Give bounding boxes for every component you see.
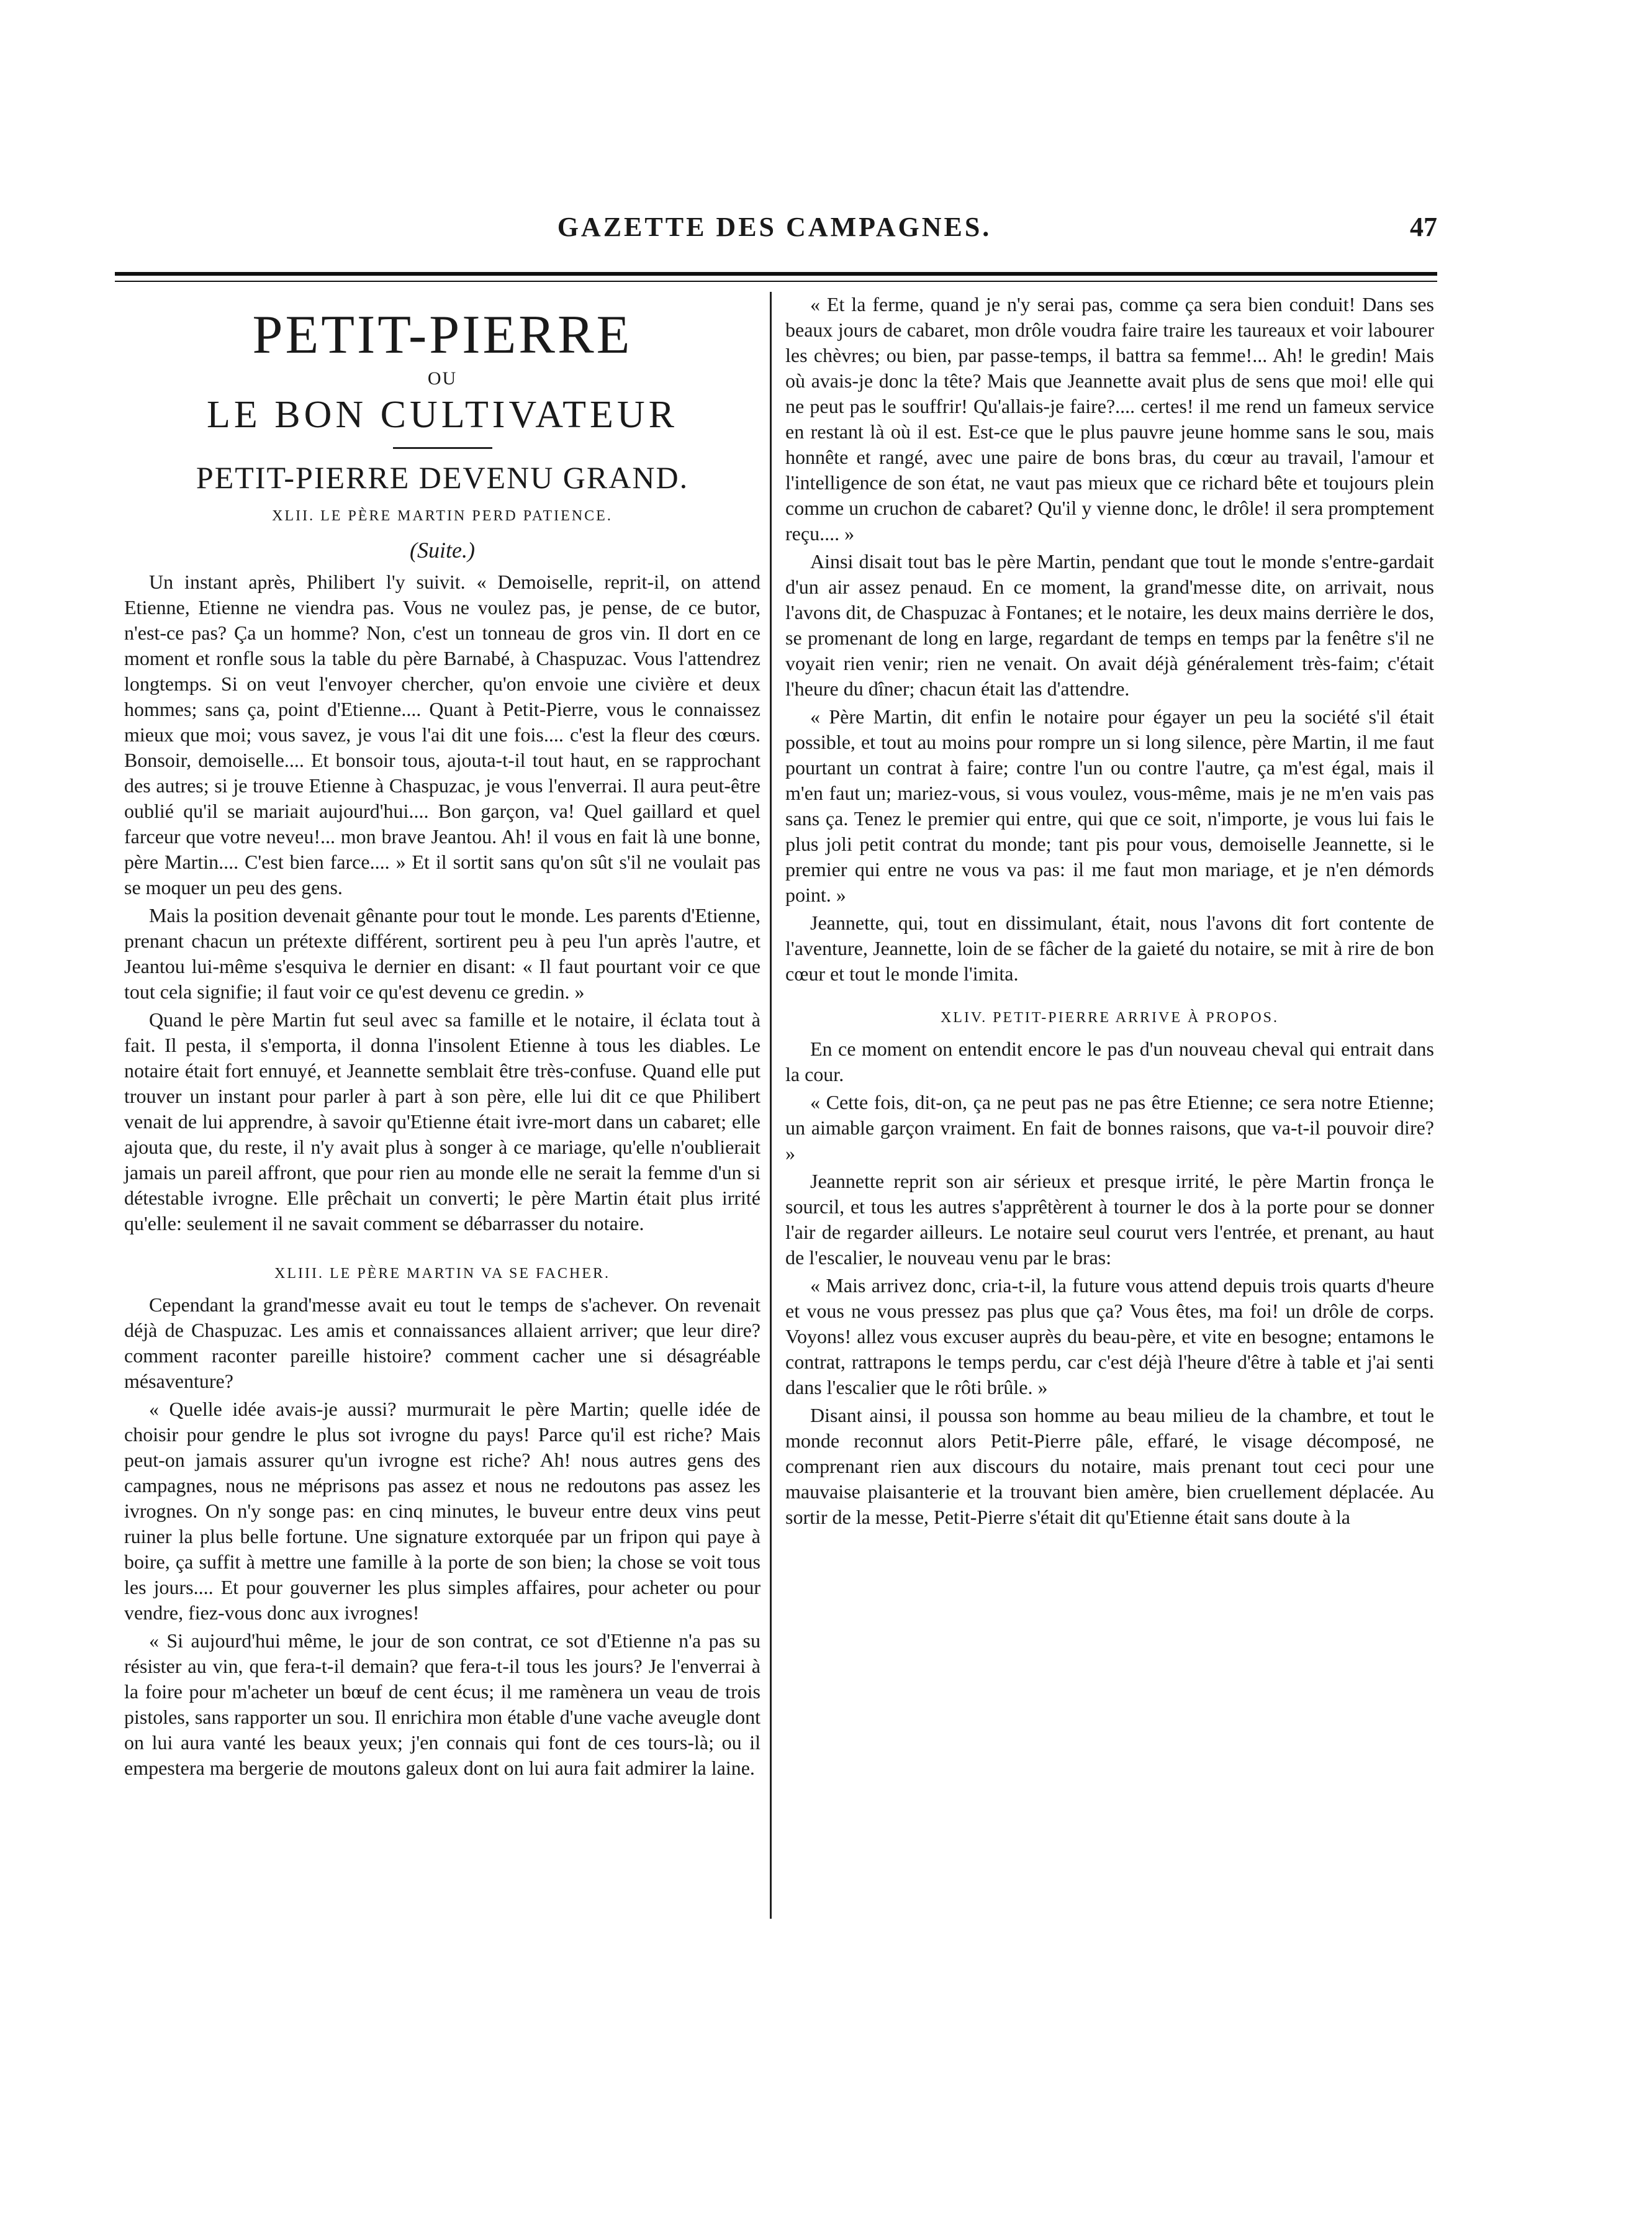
paragraph: « Père Martin, dit enfin le notaire pour égayer un peu la société s'il était possible, et tout au moins pour rompre un si long silence, père Martin, il me faut pourtant un contrat à faire; contre l'un ou contre l'autre, ça m'est égal, mais il m'en faut un; mariez-vous, si vous voulez, vous-même, mais je ne m'en vais pas sans ça. Tenez le premier qui entre, qui que ce soit, n'importe, je vous lui fais le plus joli petit contrat du monde; tant pis pour vous, demoiselle Jeannette, si le premier qui entre ne vous va pas: il me faut mon mariage, et je n'en démords point. »	[785, 705, 1434, 906]
chapter-title-xliv: XLIV. PETIT-PIERRE ARRIVE À PROPOS.	[940, 1010, 1280, 1026]
right-column	[785, 292, 1434, 1533]
paragraph: Un instant après, Philibert l'y suivit. « Demoiselle, reprit-il, on attend Etienne, Etienne ne viendra pas. Vous ne voulez pas, je pense, de ce butor, n'est-ce pas? Ça un homme? Non, c'est un tonneau de gros vin. Il dort en ce moment et ronfle sous la table du père Barnabé, à Chaspuzac. Vous l'attendrez longtemps. Si on veut l'envoyer chercher, qu'on envoie une civière et deux hommes; sans ça, point d'Etienne.... Quant à Petit-Pierre, vous le connaissez mieux que moi; vous savez, je vous l'ai dit une fois.... c'est la fleur des cœurs. Bonsoir, demoiselle.... Et bonsoir tous, ajouta-t-il tout haut, en se rapprochant des autres; si je trouve Etienne à Chaspuzac, je vous l'enverrai. Il aura peut-être oublié qu'il se mariait aujourd'hui.... Bon garçon, va! Quel gaillard et quel farceur que votre neveu!... mon brave Jeantou. Ah! il vous en fait là une bonne, père Martin.... C'est bien farce.... » Et il sortit sans qu'on sût s'il ne voulait pas se moquer un peu des gens.	[124, 571, 761, 899]
part-title: PETIT-PIERRE DEVENU GRAND.	[196, 460, 689, 495]
paragraph: Mais la position devenait gênante pour tout le monde. Les parents d'Etienne, prenant chacun un prétexte différent, sortirent peu à peu l'un après l'autre, et Jeantou lui-même s'esquiva le dernier en disant: « Il faut pourtant voir ce que tout cela signifie; il faut voir ce qu'est devenu ce gredin. »	[124, 904, 761, 1003]
column-divider	[770, 292, 772, 1919]
page-header	[112, 211, 1437, 267]
paragraph: Quand le père Martin fut seul avec sa famille et le notaire, il éclata tout à fait. Il pesta, il s'emporta, il donna l'insolent Etienne à tous les diables. Le notaire était fort ennuyé, et Jeannette semblait être très-confuse. Quand elle put trouver un instant pour parler à part à son père, elle lui dit ce que Philibert venait de lui apprendre, à savoir qu'Etienne était ivre-mort dans un cabaret; elle ajouta que, du reste, il n'y avait plus à songer à ce mariage, qu'elle n'oublierait jamais un pareil affront, que pour rien au monde elle ne serait la femme d'un si détestable ivrogne. Elle prêchait un converti; le père Martin était plus irrité qu'elle: seulement il ne savait comment se débarrasser du notaire.	[124, 1008, 761, 1234]
story-ou: OU	[427, 368, 458, 389]
left-column	[124, 292, 761, 1783]
paragraph: « Mais arrivez donc, cria-t-il, la future vous attend depuis trois quarts d'heure et vous ne vous pressez pas plus que ça? Vous êtes, ma foi! un drôle de corps. Voyons! allez vous excuser auprès du beau-père, et vite en besogne; entamons le contrat, rattrapons le temps perdu, car c'est déjà l'heure d'être à table et j'ai senti dans l'escalier que le rôti brûle. »	[785, 1274, 1434, 1398]
title-divider	[393, 447, 492, 449]
paragraph: Jeannette reprit son air sérieux et presque irrité, le père Martin fronça le sourcil, et tous les autres s'apprêtèrent à tourner le dos à la porte pour se donner l'air de regarder ailleurs. Le notaire seul courut vers l'entrée, et prenant, au haut de l'escalier, le nouveau venu par le bras:	[785, 1170, 1434, 1269]
paragraph: « Et la ferme, quand je n'y serai pas, comme ça sera bien conduit! Dans ses beaux jours de cabaret, mon drôle voudra faire traire les taureaux et voir labourer les chèvres; ou bien, par passe-temps, il battra sa femme!... Ah! le gredin! Mais où avais-je donc la tête? Mais que Jeannette avait plus de sens que moi! elle qui ne peut pas le souffrir! Qu'allais-je faire?.... certes! il me rend un fameux service en restant là où il est. Est-ce que le plus pauvre jeune homme sans le sou, mais honnête et rangé, avec une paire de bons bras, du cœur au travail, l'amour et l'intelligence de son état, ne vaut pas mieux que ce richard bête et toujours plein comme un cruchon de cabaret? Qu'il y vienne donc, le drôle! il sera promptement reçu.... »	[785, 293, 1434, 545]
chapter-title-xlii: XLII. LE PÈRE MARTIN PERD PATIENCE.	[272, 508, 613, 524]
paragraph: Jeannette, qui, tout en dissimulant, était, nous l'avons dit fort contente de l'aventure, Jeannette, loin de se fâcher de la gaieté du notaire, se mit à rire de bon cœur et tout le monde l'imita.	[785, 912, 1434, 985]
story-title: PETIT-PIERRE	[252, 305, 633, 365]
paragraph: Cependant la grand'messe avait eu tout le temps de s'achever. On revenait déjà de Chaspuzac. Les amis et connaissances allaient arriver; que leur dire? comment raconter pareille histoire? comment cacher une si désagréable mésaventure?	[124, 1293, 761, 1392]
page-number: 47	[1410, 212, 1437, 242]
paragraph: En ce moment on entendit encore le pas d'un nouveau cheval qui entrait dans la cour.	[785, 1038, 1434, 1085]
story-subtitle: LE BON CULTIVATEUR	[206, 394, 679, 436]
header-rule-thin	[115, 281, 1437, 282]
paragraph: Ainsi disait tout bas le père Martin, pendant que tout le monde s'entre-gardait d'un air assez penaud. En ce moment, la grand'messe dite, on arrivait, nous l'avons dit, de Chaspuzac à Fontanes; et le notaire, les deux mains derrière le dos, se promenant de long en large, regardant de temps en temps par la fenêtre s'il ne voyait rien venir; rien ne venait. On avait déjà généralement très-faim; c'était l'heure du dîner; chacun était las d'attendre.	[785, 550, 1434, 700]
suite-label: (Suite.)	[410, 538, 475, 563]
header-rule	[115, 272, 1437, 276]
paragraph: « Quelle idée avais-je aussi? murmurait le père Martin; quelle idée de choisir pour gendre le plus sot ivrogne du pays! Parce qu'il est riche? Mais peut-on jamais assurer qu'un ivrogne est riche? Ah! nous autres gens des campagnes, nous ne méprisons pas assez et nous ne redoutons pas assez les ivrognes. On n'y songe pas: en cinq minutes, le buveur entre deux vins peut ruiner la plus belle fortune. Une signature extorquée par un fripon qui paye à boire, ça suffit à mettre une famille à la porte de son bien; la chose se voit tous les jours.... Et pour gouverner les plus simples affaires, pour acheter ou pour vendre, fiez-vous donc aux ivrognes!	[124, 1398, 761, 1624]
chapter-title-xliii: XLIII. LE PÈRE MARTIN VA SE FACHER.	[274, 1265, 610, 1282]
paragraph: Disant ainsi, il poussa son homme au beau milieu de la chambre, et tout le monde reconnut alors Petit-Pierre pâle, effaré, le visage décomposé, ne comprenant rien aux discours du notaire, mais prenant tout ceci pour une mauvaise plaisanterie et la trouvant bien amère, bien cruellement déplacée. Au sortir de la messe, Petit-Pierre s'était dit qu'Etienne était sans doute à la	[785, 1404, 1434, 1528]
running-title: GAZETTE DES CAMPAGNES.	[557, 212, 992, 242]
paragraph: « Cette fois, dit-on, ça ne peut pas ne pas être Etienne; ce sera notre Etienne; un aimable garçon vraiment. En fait de bonnes raisons, que va-t-il pouvoir dire? »	[785, 1091, 1434, 1164]
paragraph: « Si aujourd'hui même, le jour de son contrat, ce sot d'Etienne n'a pas su résister au vin, que fera-t-il demain? que fera-t-il tous les jours? Je l'enverrai à la foire pour m'acheter un bœuf de cent écus; il me ramènera un veau de trois pistoles, sans rapporter un sou. Il enrichira mon étable d'une vache aveugle dont on lui aura vanté les beaux yeux; j'en connais qui font de ces tours-là; ou il empestera ma bergerie de moutons galeux dont on lui aura fait admirer la laine.	[124, 1629, 761, 1779]
